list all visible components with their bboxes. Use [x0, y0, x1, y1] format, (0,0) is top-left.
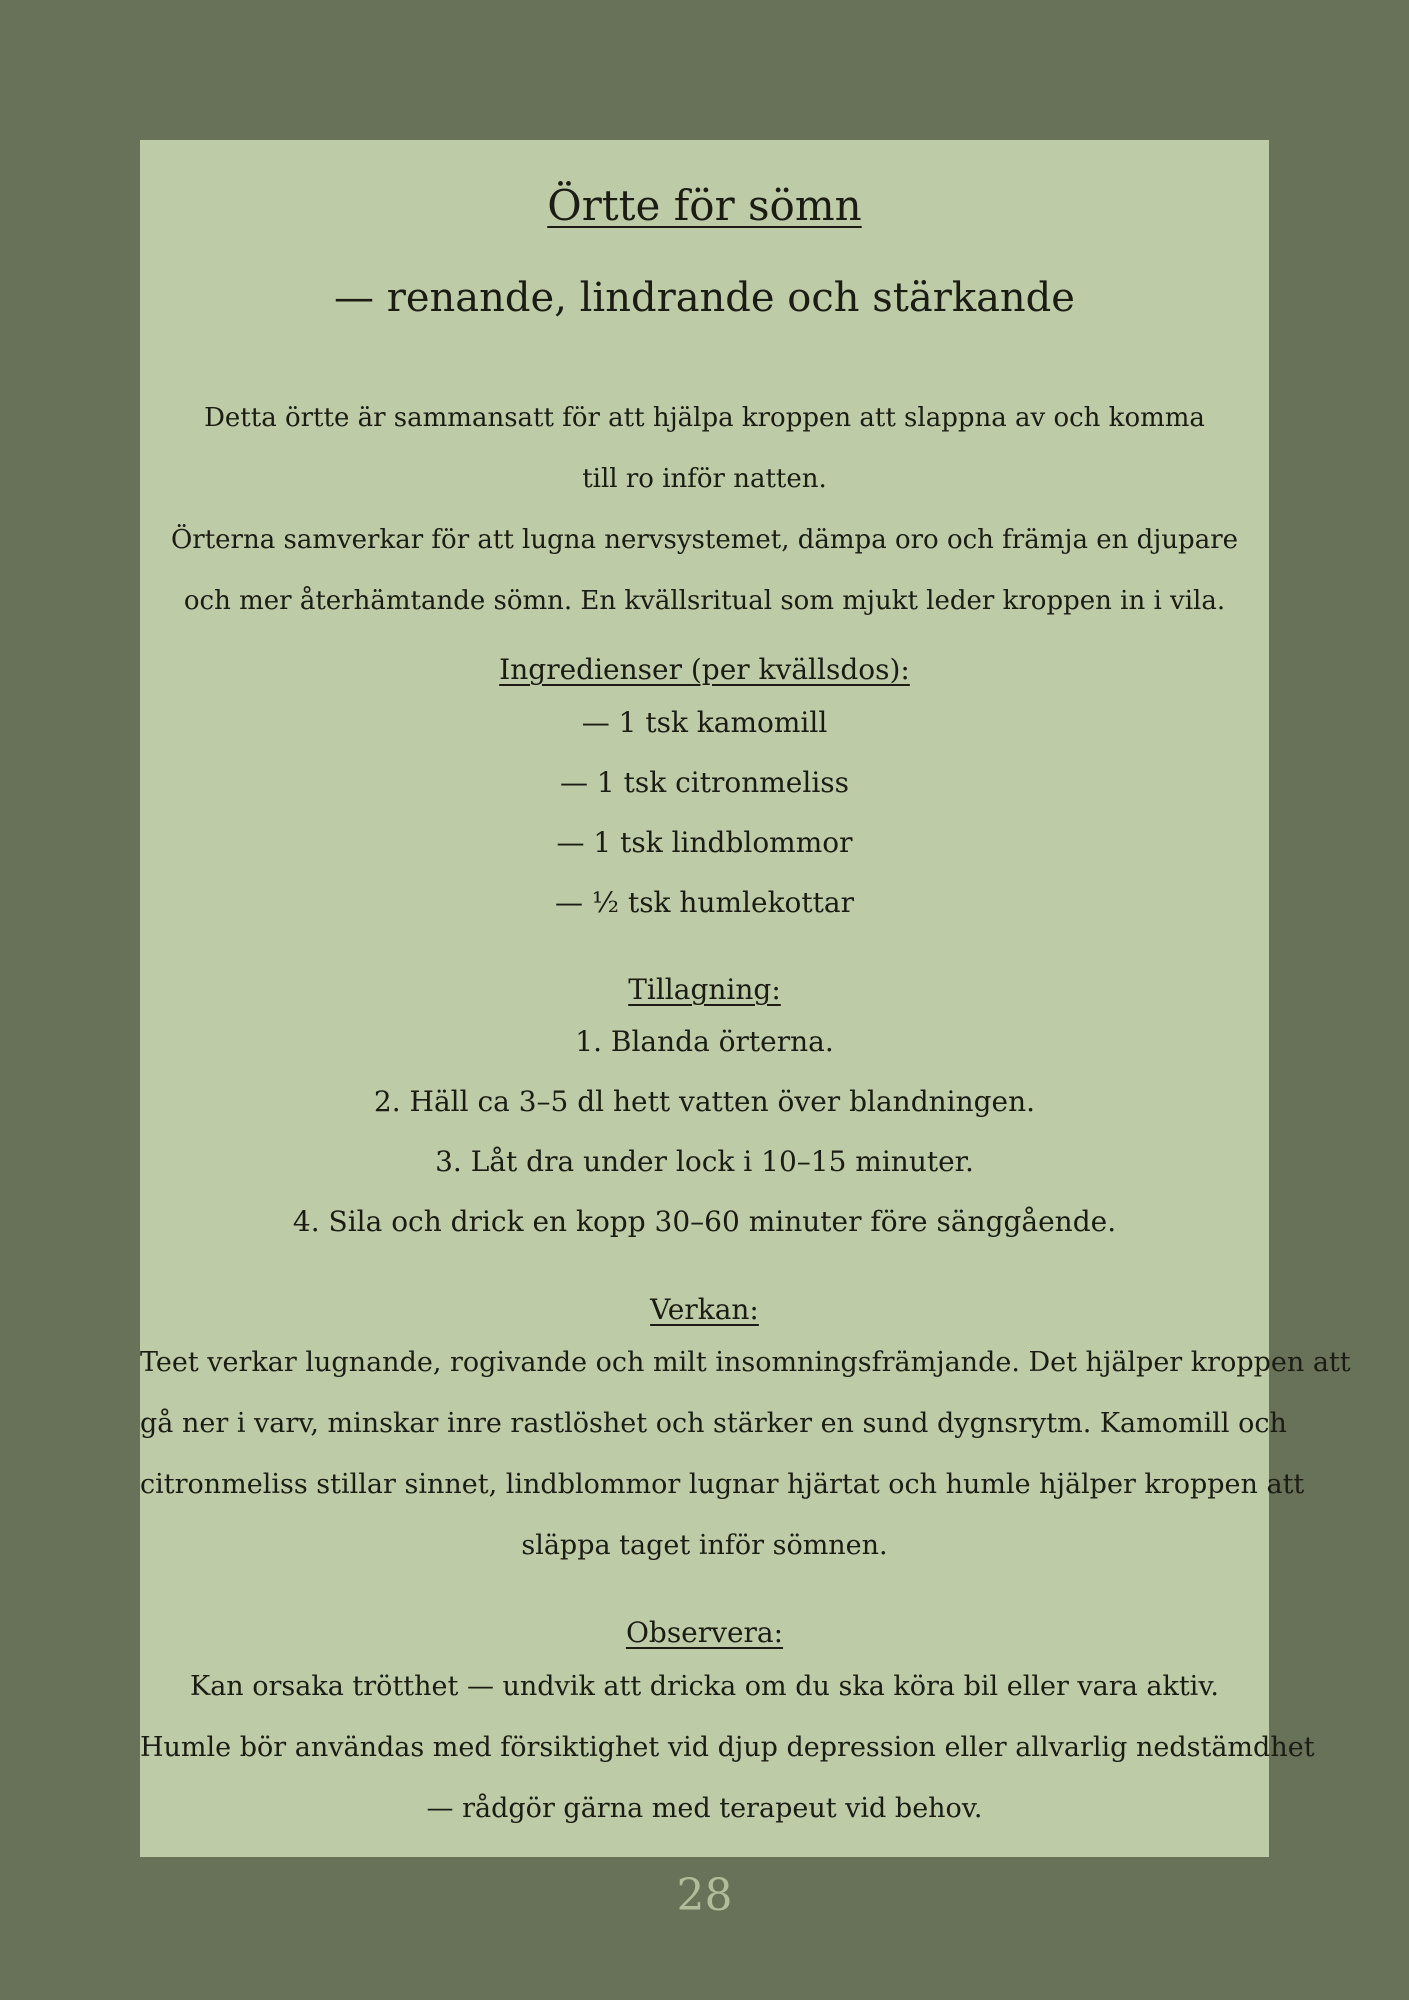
ingredient-item: — 1 tsk citronmeliss — [559, 766, 850, 799]
caution-paragraph — [140, 1656, 1315, 1839]
caution-line: Kan orsaka trötthet — undvik att dricka om du ska köra bil eller vara aktiv. — [190, 1671, 1219, 1702]
page-number: 28 — [676, 1870, 733, 1921]
content-panel — [140, 140, 1351, 1857]
intro-line: till ro inför natten. — [582, 464, 827, 494]
page-subtitle: — renande, lindrande och stärkande — [334, 275, 1075, 321]
page-title — [140, 180, 1269, 232]
effect-line: släppa taget inför sömnen. — [521, 1530, 888, 1561]
effect-line: gå ner i varv, minskar inre rastlöshet och stärker en sund dygnsrytm. Kamomill och — [140, 1408, 1287, 1439]
preparation-step: 2. Häll ca 3–5 dl hett vatten över blandningen. — [373, 1085, 1036, 1118]
caution-heading: Observera: — [625, 1616, 784, 1649]
preparation-steps — [140, 1012, 1269, 1252]
preparation-step: 1. Blanda örterna. — [575, 1025, 834, 1058]
preparation-heading: Tillagning: — [628, 973, 781, 1006]
caution-line: — rådgör gärna med terapeut vid behov. — [426, 1793, 983, 1824]
effect-line: Teet verkar lugnande, rogivande och milt insomningsfrämjande. Det hjälper kroppen att — [140, 1347, 1351, 1378]
ingredient-item: — 1 tsk kamomill — [581, 706, 828, 739]
intro-line: Detta örtte är sammansatt för att hjälpa kroppen att slappna av och komma — [204, 403, 1205, 433]
page-title-text: Örtte för sömn — [547, 181, 862, 230]
effect-paragraph — [140, 1332, 1351, 1576]
effect-line: citronmeliss stillar sinnet, lindblommor lugnar hjärtat och humle hjälper kroppen att — [140, 1469, 1305, 1500]
ingredients-heading: Ingredienser (per kvällsdos): — [499, 653, 910, 686]
preparation-step: 3. Låt dra under lock i 10–15 minuter. — [435, 1145, 974, 1178]
effect-heading: Verkan: — [650, 1293, 759, 1326]
caution-line: Humle bör användas med försiktighet vid djup depression eller allvarlig nedstämdhet — [140, 1732, 1315, 1763]
ingredient-item: — ½ tsk humlekottar — [555, 886, 854, 919]
preparation-step: 4. Sila och drick en kopp 30–60 minuter före sänggående. — [292, 1205, 1117, 1238]
intro-line: Örterna samverkar för att lugna nervsystemet, dämpa oro och främja en djupare — [170, 525, 1239, 555]
intro-line: och mer återhämtande sömn. En kvällsritual som mjukt leder kroppen in i vila. — [183, 586, 1226, 616]
intro-paragraph — [140, 388, 1269, 632]
ingredient-item: — 1 tsk lindblommor — [556, 826, 853, 859]
ingredients-list — [140, 693, 1269, 933]
